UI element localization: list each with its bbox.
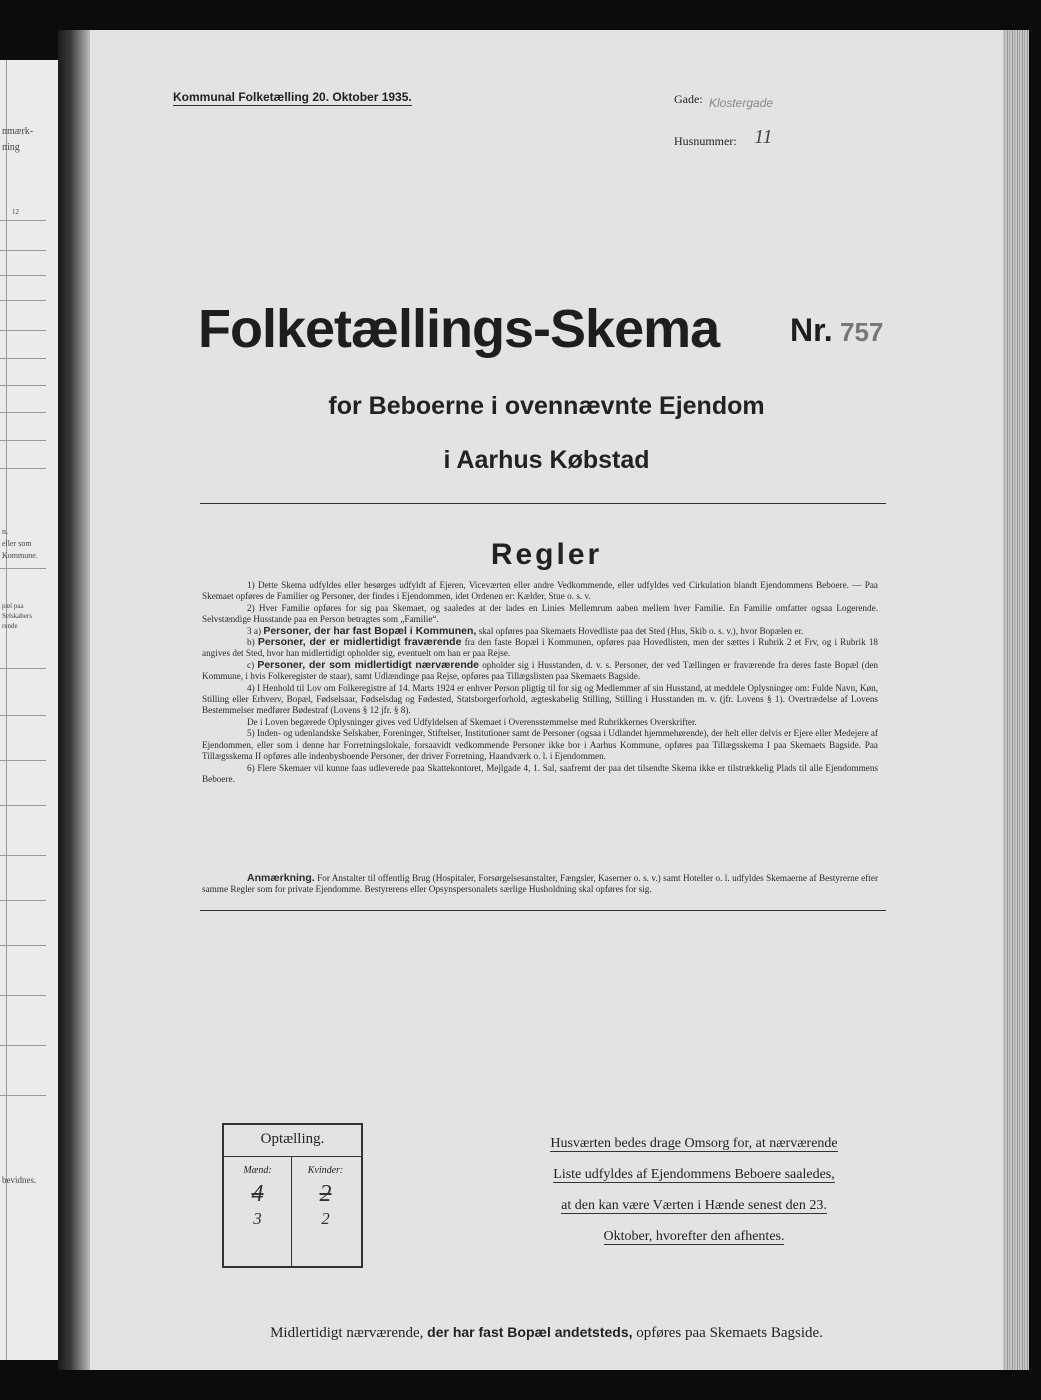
note-section <box>202 873 878 896</box>
men-count-struck: 4 <box>251 1181 264 1207</box>
instruction-line: at den kan være Værten i Hænde senest den 23. <box>561 1198 827 1213</box>
house-number-label: Husnummer: <box>674 134 737 148</box>
rules-heading: Regler <box>490 538 603 571</box>
left-page-text: rende <box>2 622 18 630</box>
left-page-rule <box>0 900 46 901</box>
rule-5: 5) Inden- og udenlandske Selskaber, Foreninger, Stiftelser, Institutioner samt de Personer (ogsaa i Udlandet hjemmehørende), der helt eller delvis er Ejere eller Medejere af Ejendommen, eller som i denne har Forretningslokale, forsaavidt vedkommende Personer ikke bor i Aarhus Kommune, opføres paa Tillægsskema I paa Skemaets Bagside. Paa Tillægsskema II opføres alle indenbysboende Personer, der driver Forretning, Haandværk o. l. i Ejendommen. <box>202 728 878 762</box>
note-text: For Anstalter til offentlig Brug (Hospitaler, Forsørgelsesanstalter, Fængsler, Kaserner o. s. v.) samt Hoteller o. l. udfyldes Skemaerne af Bestyrerne efter samme Regler som for private Ejendomme. Bestyrerens eller Opsynspersonalets særlige Husholdning skal opføres for sig. <box>202 873 879 895</box>
left-page-rule <box>0 275 46 276</box>
street-value: Klostergade <box>709 96 774 110</box>
left-page-text: 12 <box>12 208 19 216</box>
left-page-rule <box>0 945 46 946</box>
rule-3a: 3 a) Personer, der har fast Bopæl i Kommunen, skal opføres paa Skemaets Hovedliste paa det Sted (Hus, Skib o. s. v.), hvor Bopælen er. <box>247 624 804 637</box>
left-page-rule <box>0 855 46 856</box>
instruction-line: Oktober, hvorefter den afhentes. <box>603 1229 785 1244</box>
census-header-title: Kommunal Folketælling 20. Oktober 1935. <box>173 90 412 104</box>
rule-1: 1) Dette Skema udfyldes eller besørges udfyldt af Ejeren, Viceværten eller andre Vedkommende, eller udfyldes ved Cirkulation blandt Ejendommens Beboere. — Paa Skemaet opføres de Familier og Personer, der findes i Ejendommen, idet Ordenen er: Kælder, Stue o. s. v. <box>202 580 878 602</box>
left-page-text: ning <box>2 142 20 153</box>
left-page-rule <box>0 468 46 469</box>
men-count: 3 <box>253 1209 262 1228</box>
divider <box>200 910 886 911</box>
street-label: Gade: <box>674 92 703 106</box>
women-label: Kvinder: <box>307 1165 344 1176</box>
form-number-value: 757 <box>840 317 884 347</box>
left-page-rule <box>0 220 46 221</box>
left-page-rule <box>0 568 46 569</box>
form-subtitle-city: i Aarhus Købstad <box>443 446 650 474</box>
divider <box>200 503 886 504</box>
left-page-rule <box>0 805 46 806</box>
left-page-rule <box>0 300 46 301</box>
rules-body <box>202 580 878 785</box>
form-number-label: Nr. <box>790 312 833 348</box>
form-title: Folketællings-Skema <box>198 299 720 359</box>
left-page-rule <box>0 358 46 359</box>
count-box <box>222 1123 363 1268</box>
left-page-text: nmærk- <box>2 126 34 137</box>
left-page-text: bevidnes. <box>2 1175 37 1185</box>
rule-6: 6) Flere Skemaer vil kunne faas udleverede paa Skattekontoret, Mejlgade 4, 1. Sal, saafremt der paa det tilsendte Skema ikke er tilstrækkelig Plads til alle Ejendommens Beboere. <box>202 762 878 784</box>
rule-3b: b) Personer, der er midlertidigt fraværende fra den faste Bopæl i Kommunen, opføres paa Hovedlisten, men der sættes i Rubrik 2 et Frv, og i Rubrik 18 angives det Sted, hvor han midlertidigt opholder sig, eventuelt om han er paa Rejse. <box>202 636 879 659</box>
left-page-text: pæl paa <box>2 602 24 610</box>
left-page-text: eller som <box>2 539 32 548</box>
footer-note: Midlertidigt nærværende, der har fast Bopæl andetsteds, opføres paa Skemaets Bagside. <box>270 1324 823 1341</box>
census-form-page <box>90 30 1003 1370</box>
page-edge-stack <box>1003 30 1029 1370</box>
book-gutter <box>58 30 90 1370</box>
left-page-rule <box>0 1045 46 1046</box>
left-page-margin-line <box>6 60 7 1360</box>
left-page-rule <box>0 668 46 669</box>
left-page-rule <box>0 440 46 441</box>
landlord-instructions <box>526 1128 862 1252</box>
left-page-text: n. <box>2 527 8 536</box>
count-box-title: Optælling. <box>260 1131 325 1147</box>
instruction-line: Liste udfyldes af Ejendommens Beboere saaledes, <box>553 1167 835 1182</box>
rule-4: 4) I Henhold til Lov om Folkeregistre af 14. Marts 1924 er enhver Person pligtig til for sig og Medlemmer af sin Husstand, at meddele Oplysninger om: Fulde Navn, Køn, Stilling eller Erhverv, Bopæl, Fødselsaar, Fødselsdag og Fødested, Statsborgerforhold, ægteskabelig Stilling, Stilling i Husstanden m. v. (jfr. Lovens § 1). Overtrædelse af Lovens Bestemmelser medfører Bødestraf (Lovens § 12 jfr. § 8). <box>202 682 878 716</box>
women-count-struck: 2 <box>319 1181 332 1207</box>
left-page-rule <box>0 330 46 331</box>
left-page-rule <box>0 250 46 251</box>
count-box-rule <box>224 1156 361 1157</box>
left-page-rule <box>0 715 46 716</box>
house-number-value: 11 <box>754 126 773 148</box>
rule-2: 2) Hver Familie opføres for sig paa Skemaet, og saaledes at der lades en Linies Mellemrum aaben mellem hver Familie. En Familie omfatter ogsaa Logerende. Selvstændige Husstande paa en Person betragtes som „Familie“. <box>202 602 878 625</box>
rule-3c: c) Personer, der som midlertidigt nærværende opholder sig i Husstanden, d. v. s. Personer, der ved Tællingen er fraværende fra deres faste Bopæl (den Kommune, i hvis Folkeregister de staar), samt Udlændinge paa Rejse, opføres paa Tillægslisten paa Skemaets Bagside. <box>202 658 879 682</box>
left-page-rule <box>0 995 46 996</box>
instruction-line: Husværten bedes drage Omsorg for, at nærværende <box>550 1136 838 1151</box>
left-page-rule <box>0 385 46 386</box>
form-subtitle: for Beboerne i ovennævnte Ejendom <box>328 392 765 420</box>
note-label: Anmærkning. <box>247 872 315 884</box>
left-page-rule <box>0 412 46 413</box>
rule-4b: De i Loven begærede Oplysninger gives ved Udfyldelsen af Skemaet i Overensstemmelse med Rubrikkernes Overskrifter. <box>247 716 697 727</box>
left-page-rule <box>0 760 46 761</box>
men-label: Mænd: <box>243 1165 272 1176</box>
left-page-text: Kommune. <box>2 551 38 560</box>
women-count: 2 <box>321 1209 330 1228</box>
left-facing-page <box>0 60 58 1360</box>
left-page-text: Selskabers <box>2 612 32 620</box>
left-page-rule <box>0 1095 46 1096</box>
